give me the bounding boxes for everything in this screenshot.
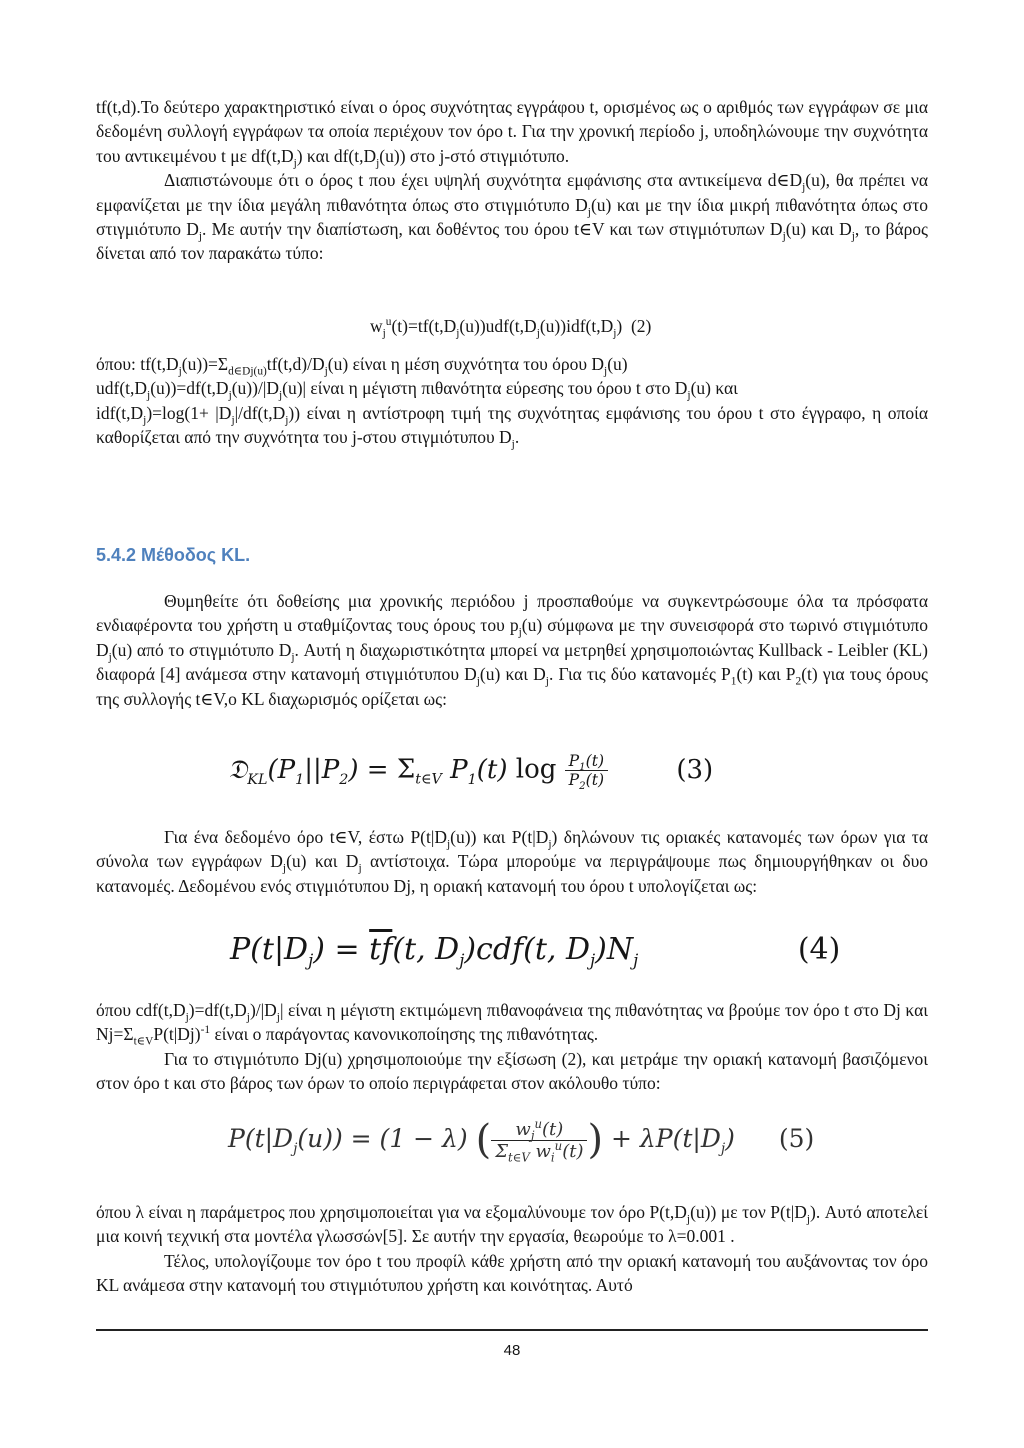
definition-udf: $udf(t,D_j(u))=df(t,D_j(u))/|D_j(u)|$ είναι η μέγιστη πιθανότητα εύρεσης του όρου t στο $D_j(u)$ και — [96, 378, 738, 402]
paragraph-marginal-distribution — [96, 825, 928, 898]
paragraph-kl-intro — [96, 589, 928, 711]
definition-idf: $idf(t,D_j)=\log(1+ |D_j|/df(t,D_j))$ είναι η αντίστροφη τιμή της συχνότητας εμφάνισης του όρου t στο έγγραφο, η οποία καθορίζεται από την συχνότητα του j-στου στιγμιότυπου $D_j$. — [96, 402, 928, 451]
section-heading: 5.4.2 Μέθοδος KL. — [96, 545, 251, 565]
equation-2: $w_j^u(t)=tf(t,D_j(u))udf(t,D_j(u))idf(t,D_j)$ (2) — [370, 316, 652, 340]
footer-rule — [96, 1329, 928, 1331]
paragraph-text: Τέλος, υπολογίζουμε τον όρο t του προφίλ κάθε χρήστη από την οριακή κατανομή του αυξάνοντας τον όρο KL ανάμεσα στην κατανομή του στιγμιότυπου χρήστη και κοινότητας. Αυτό — [96, 1250, 928, 1296]
page-number: 48 — [503, 1342, 521, 1359]
paragraph-df-definition — [96, 95, 928, 266]
paragraph-text: Διαπιστώνουμε ότι ο όρος t που έχει υψηλή συχνότητα εμφάνισης στα αντικείμενα $d\in D_j(u)$, θα πρέπει να εμφανίζεται με την ίδια μεγάλη πιθανότητα όπως στο στιγμιότυπο $D_j(u)$ και με την ίδια μικρή πιθανότητα όπως στο στιγμιότυπο $D_j$. Με αυτήν την διαπίστωση, και δοθέντος του όρου t∈V και των στιγμιότυπων $D_j(u)$ και $D_j$, το βάρος δίνεται από τον παρακάτω τύπο: — [96, 170, 929, 264]
paragraph-text: tf(t,d).Το δεύτερο χαρακτηριστικό είναι ο όρος συχνότητας εγγράφου t, ορισμένος ως ο αριθμός των εγγράφων σε μια δεδομένη συλλογή εγγράφων τα οποία περιέχουν τον όρο t. Για την χρονική περίοδο j, υποδηλώνουμε την συχνότητα του αντικειμένου t με $df(t,D_j)$ και $df(t,D_j(u))$ στο j-στό στιγμιότυπο. — [96, 97, 928, 170]
definition-tf: όπου: $tf(t,D_j(u))=\Sigma_{d\in Dj(u)}tf(t,d)/D_j(u)$ είναι η μέση συχνότητα του όρου $D_j(u)$ — [96, 354, 628, 378]
paragraph-text: όπου λ είναι η παράμετρος που χρησιμοποιείται για να εξομαλύνουμε τον όρο $P(t,D_j(u))$ με τον $P(t|D_j)$. Αυτό αποτελεί μια κοινή τεχνική στα μοντέλα γλωσσών[5]. Σε αυτήν την εργασία, θεωρούμε το λ=0.001 . — [96, 1202, 928, 1247]
equation-5: $P(t|D_j(u)) = (1 - \lambda)$ ( $\frac{w_j^u(t)}{\Sigma_{t\in V} w_i^u(t)}$ ) + $\lambda P(t|D_j)$ (5) — [228, 1116, 815, 1165]
equation-definitions — [96, 352, 928, 450]
equation-4: $P(t|D_j) = \overline{tf}(t$, $D_j)cdf(t$, $D_j)N_j$ (4) — [230, 932, 841, 970]
equation-3: $𝔇_{KL}(P_1||P_2) = \Sigma_{t\in V}$ $P_1(t)$ log $\frac{P_1(t)}{P_2(t)}$ (3) — [228, 752, 714, 793]
paragraph-text: Θυμηθείτε ότι δοθείσης μια χρονικής περιόδου j προσπαθούμε να συγκεντρώσουμε όλα τα πρόσφατα ενδιαφέροντα του χρήστη u σταθμίζοντας τους όρους του $p_j(u)$ σύμφωνα με την συνεισφορά στο τωρινό στιγμιότυπο $D_j(u)$ από το στιγμιότυπο $D_j$. Αυτή η διαχωριστικότητα μπορεί να μετρηθεί χρησιμοποιώντας Kullback - Leibler (KL) διαφορά [4] ανάμεσα στην κατανομή στιγμιότυπου $D_j(u)$ και $D_j$. Για τις δύο κατανομές $P_1(t)$ και $P_2(t)$ για τους όρους της συλλογής t∈V,ο KL διαχωρισμός ορίζεται ως: — [96, 591, 929, 709]
paragraph-smoothing — [96, 1200, 928, 1298]
paragraph-cdf-definition — [96, 998, 928, 1096]
paragraph-text: Για ένα δεδομένο όρο t∈V, έστω $P(t|D_j(u))$ και $P(t|D_j)$ δηλώνουν τις οριακές κατανομές των όρων για τα σύνολα των εγγράφων $D_j(u)$ και $D_j$ αντίστοιχα. Τώρα μπορούμε να περιγράψουμε πως δημιουργήθηκαν οι δυο κατανομές. Δεδομένου ενός στιγμιότυπου Dj, η οριακή κατανομή του όρου t υπολογίζεται ως: — [96, 827, 929, 896]
paragraph-text: όπου $cdf(t,D_j)=df(t,D_j)/|D_j|$ είναι η μέγιστη εκτιμώμενη πιθανοφάνεια της πιθανότητας να βρούμε τον όρο t στο Dj και $Nj=\Sigma_{t\in V}P(t|Dj)^{-1}$ είναι ο παράγοντας κανονικοποίησης της πιθανότητας. — [96, 1000, 928, 1048]
paragraph-text: Για το στιγμιότυπο Dj(u) χρησιμοποιούμε την εξίσωση (2), και μετράμε την οριακή κατανομή βασιζόμενοι στον όρο t και στο βάρος των όρων το οποίο περιγράφεται στον ακόλουθο τύπο: — [96, 1048, 928, 1094]
